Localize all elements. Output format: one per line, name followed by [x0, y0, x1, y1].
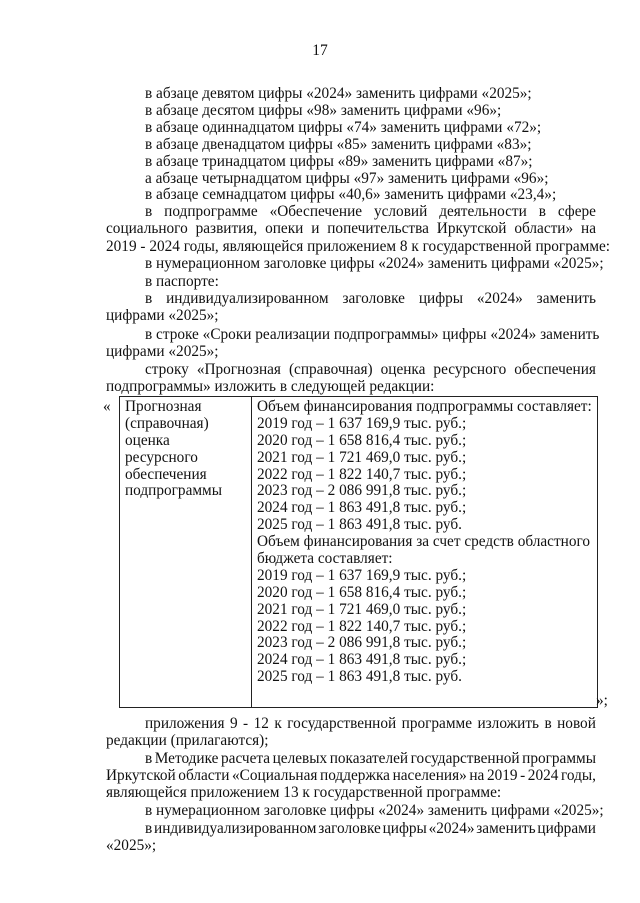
cell-text: обеспечения [125, 465, 207, 483]
word: и [311, 220, 320, 237]
amendment-line: а абзаце четырнадцатом цифры «97» заменить цифрами «96»; [145, 170, 549, 187]
amendment-line: в абзаце двенадцатом цифры «85» заменить цифрами «83»; [145, 136, 532, 153]
cell-text: (справочная) [125, 414, 209, 432]
cell-text: Объем финансирования за счет средств областного [257, 533, 591, 551]
cell-text: 2020 год – 1 658 816,4 тыс. руб.; [257, 431, 467, 449]
justified-line [145, 751, 596, 768]
cell-text: 2025 год – 1 863 491,8 тыс. руб. [257, 516, 462, 534]
numeration-line: в нумерационном заголовке цифры «2024» заменить цифрами «2025»; [145, 255, 604, 272]
table-row [120, 397, 598, 708]
word: приложения [145, 715, 225, 732]
word: изложить [477, 715, 539, 732]
cell-text: 2021 год – 1 721 469,0 тыс. руб.; [257, 600, 467, 618]
word: строку [145, 361, 189, 378]
justified-line [145, 204, 596, 221]
word: на [469, 767, 485, 784]
word: показателей [329, 750, 409, 767]
cell-text: 2024 год – 1 863 491,8 тыс. руб.; [257, 499, 467, 517]
opening-quote: « [103, 398, 111, 415]
word: поддержка [320, 767, 390, 784]
word: «Обеспечение [269, 203, 363, 220]
word: расчета [221, 750, 271, 767]
word: «2024» [428, 820, 475, 837]
cell-text: Прогнозная [125, 398, 202, 415]
word: новой [557, 715, 596, 732]
word: государственной [410, 750, 520, 767]
amendment-line: в абзаце десятом цифры «98» заменить цифрами «96»; [145, 102, 502, 119]
word: в [145, 750, 153, 767]
word: целевых [272, 750, 328, 767]
word: индивидуализированном [154, 820, 317, 837]
word: попечительства [327, 220, 429, 237]
page-number: 17 [312, 42, 328, 59]
word: в [538, 203, 546, 220]
word: цифрами [537, 820, 596, 837]
word: области [178, 767, 230, 784]
word: заголовке [318, 820, 381, 837]
word: заменить [476, 820, 536, 837]
numeration-line: в нумерационном заголовке цифры «2024» заменить цифрами «2025»; [145, 802, 604, 819]
justified-line [145, 362, 596, 379]
justified-line [106, 221, 596, 238]
word: «Социальная [232, 767, 318, 784]
word: области» [514, 220, 574, 237]
closing-quote: »; [596, 692, 608, 709]
justified-line [145, 291, 596, 308]
table-cell-value [252, 397, 598, 708]
word: обеспечения [514, 361, 596, 378]
word: программе [401, 715, 473, 732]
justified-line [106, 768, 596, 785]
word: государственной [287, 715, 397, 732]
amendment-line: в абзаце девятом цифры «2024» заменить цифрами «2025»; [145, 85, 532, 102]
word: в [145, 290, 153, 307]
cell-text: 2023 год – 2 086 991,8 тыс. руб.; [257, 634, 467, 652]
word: заголовке [342, 290, 405, 307]
amendment-line: в абзаце семнадцатом цифры «40,6» заменить цифрами «23,4»; [145, 186, 557, 203]
word: (справочная) [288, 361, 373, 378]
cell-text: оценка [125, 431, 170, 449]
passport-line: в паспорте: [145, 273, 219, 290]
word: Иркутской [436, 220, 507, 237]
cell-text: 2023 год – 2 086 991,8 тыс. руб.; [257, 482, 467, 500]
word: социального [106, 220, 188, 237]
cell-text: 2025 год – 1 863 491,8 тыс. руб. [257, 668, 462, 686]
word: подпрограмме [164, 203, 258, 220]
cell-text: 2021 год – 1 721 469,0 тыс. руб.; [257, 448, 467, 466]
word: на [581, 220, 596, 237]
word: 2024 [527, 767, 559, 784]
paragraph-line: «2025»; [106, 837, 157, 854]
cell-text: 2024 год – 1 863 491,8 тыс. руб.; [257, 651, 467, 669]
word: 9 [229, 715, 238, 732]
paragraph-line: являющейся приложением 13 к государственной программе: [106, 784, 502, 801]
word: Иркутской [106, 767, 176, 784]
paragraph-line: редакции (прилагаются); [106, 732, 269, 749]
word: оценка [380, 361, 426, 378]
word: развития, [195, 220, 258, 237]
word: в [145, 203, 153, 220]
word: сфере [557, 203, 596, 220]
word: 2019 [486, 767, 518, 784]
word: 12 [253, 715, 269, 732]
word: опеки [265, 220, 304, 237]
paragraph-line: цифрами «2025»; [106, 307, 219, 324]
justified-line [145, 821, 596, 838]
word: ресурсного [433, 361, 507, 378]
table-cell-label [120, 397, 252, 708]
cell-text: подпрограммы [125, 482, 223, 500]
paragraph-line: 2019 - 2024 годы, являющейся приложением 8 к государственной программе: [106, 238, 611, 255]
paragraph-line: подпрограммы» изложить в следующей редакции: [106, 378, 435, 395]
cell-text: 2020 год – 1 658 816,4 тыс. руб.; [257, 583, 467, 601]
word: населения» [392, 767, 467, 784]
cell-text: бюджета составляет: [257, 550, 393, 568]
word: Методике [154, 750, 219, 767]
word: - [243, 715, 249, 732]
justified-line [145, 716, 596, 733]
word: цифры [382, 820, 427, 837]
funding-table [119, 396, 598, 708]
word: заменить [536, 290, 596, 307]
word: цифры [418, 290, 464, 307]
amendment-line: в абзаце одиннадцатом цифры «74» заменить цифрами «72»; [145, 119, 542, 136]
cell-text: ресурсного [125, 448, 198, 466]
cell-text: 2022 год – 1 822 140,7 тыс. руб.; [257, 617, 467, 635]
word: - [520, 767, 526, 784]
word: программы [522, 750, 596, 767]
cell-text: 2022 год – 1 822 140,7 тыс. руб.; [257, 465, 467, 483]
word: «Прогнозная [196, 361, 281, 378]
word: годы, [560, 767, 596, 784]
cell-text: Объем финансирования подпрограммы составляет: [257, 398, 592, 415]
word: к [274, 715, 282, 732]
word: в [145, 820, 153, 837]
word: «2024» [476, 290, 523, 307]
word: индивидуализированном [166, 290, 329, 307]
paragraph-line: цифрами «2025»; [106, 343, 219, 360]
word: условий [373, 203, 428, 220]
word: деятельности [439, 203, 527, 220]
cell-text: 2019 год – 1 637 169,9 тыс. руб.; [257, 566, 467, 584]
paragraph-line: в строке «Сроки реализации подпрограммы» цифры «2024» заменить [145, 326, 600, 343]
word: в [544, 715, 552, 732]
amendment-line: в абзаце тринадцатом цифры «89» заменить цифрами «87»; [145, 153, 533, 170]
cell-text: 2019 год – 1 637 169,9 тыс. руб.; [257, 414, 467, 432]
